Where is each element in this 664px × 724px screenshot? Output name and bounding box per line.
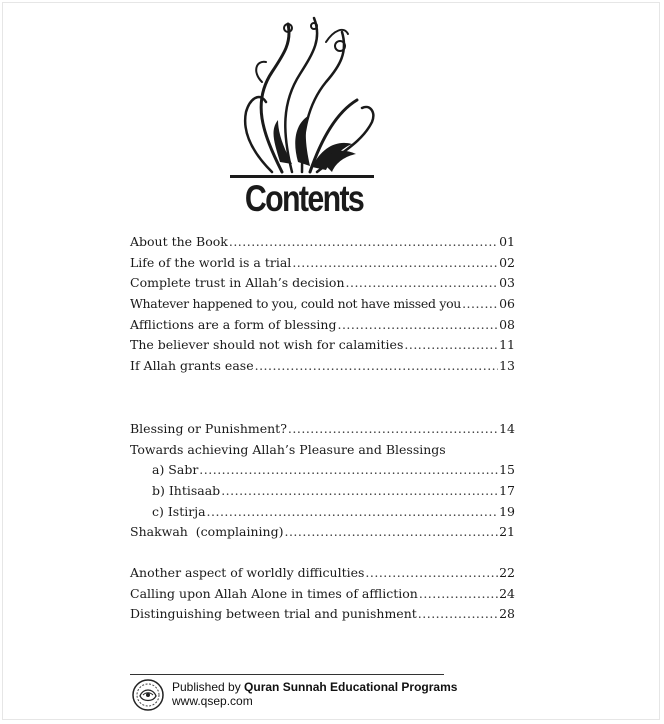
table-of-contents bbox=[130, 232, 515, 625]
leader-dots bbox=[221, 481, 498, 502]
toc-entry-page: 06 bbox=[499, 296, 515, 312]
published-by-line bbox=[172, 680, 457, 694]
toc-entry-label: Shakwah (complaining) bbox=[130, 524, 284, 540]
toc-entry[interactable] bbox=[130, 419, 515, 440]
publisher-logo-icon bbox=[131, 678, 165, 712]
publisher-name: Quran Sunnah Educational Programs bbox=[244, 680, 458, 694]
toc-subentry[interactable] bbox=[130, 502, 515, 523]
toc-entry-page: 03 bbox=[499, 275, 515, 291]
toc-entry-label: Calling upon Allah Alone in times of affliction bbox=[130, 585, 418, 601]
toc-entry-label: If Allah grants ease bbox=[130, 358, 254, 374]
toc-entry-page: 28 bbox=[499, 606, 515, 622]
leader-dots bbox=[404, 335, 498, 356]
leader-dots bbox=[207, 502, 499, 523]
floral-ornament-icon bbox=[222, 12, 382, 184]
toc-entry-label: Afflictions are a form of blessing bbox=[130, 316, 337, 332]
toc-entry[interactable] bbox=[130, 253, 515, 274]
leader-dots bbox=[337, 315, 498, 336]
leader-dots bbox=[229, 232, 498, 253]
leader-dots bbox=[346, 273, 499, 294]
toc-subentry[interactable] bbox=[130, 481, 515, 502]
toc-entry-page: 15 bbox=[499, 462, 515, 478]
toc-subentry[interactable] bbox=[130, 460, 515, 481]
toc-entry-page: 02 bbox=[499, 254, 515, 270]
leader-dots bbox=[365, 563, 498, 584]
toc-entry[interactable] bbox=[130, 232, 515, 253]
toc-entry[interactable] bbox=[130, 356, 515, 377]
toc-entry-page: 14 bbox=[499, 420, 515, 436]
toc-entry-label: Distinguishing between trial and punishment bbox=[130, 606, 417, 622]
leader-dots bbox=[418, 604, 498, 625]
leader-dots bbox=[199, 460, 498, 481]
toc-entry-page: 01 bbox=[499, 234, 515, 249]
toc-entry-label: Whatever happened to you, could not have missed you bbox=[130, 296, 462, 312]
toc-entry-page: 19 bbox=[499, 503, 515, 519]
toc-entry[interactable] bbox=[130, 335, 515, 356]
footer-divider bbox=[130, 674, 444, 675]
toc-entry-page: 17 bbox=[499, 482, 515, 498]
toc-entry-page: 21 bbox=[499, 524, 515, 540]
toc-entry-label: Complete trust in Allah’s decision bbox=[130, 275, 345, 291]
toc-entry[interactable] bbox=[130, 604, 515, 625]
toc-entry-page: 13 bbox=[499, 358, 515, 374]
leader-dots bbox=[419, 584, 498, 605]
toc-entry-label: The believer should not wish for calamities bbox=[130, 337, 404, 353]
toc-entry[interactable] bbox=[130, 315, 515, 336]
toc-entry-page: 11 bbox=[499, 337, 515, 353]
toc-entry-page: 08 bbox=[499, 316, 515, 332]
leader-dots bbox=[292, 253, 498, 274]
toc-section-heading: Towards achieving Allah’s Pleasure and Blessings bbox=[130, 441, 446, 457]
leader-dots bbox=[284, 522, 498, 543]
toc-entry-label: Another aspect of worldly difficulties bbox=[130, 564, 365, 580]
footer-publisher-info bbox=[172, 680, 457, 708]
toc-entry[interactable] bbox=[130, 563, 515, 584]
page-title: Contents bbox=[244, 178, 364, 219]
leader-dots bbox=[255, 356, 499, 377]
toc-entry[interactable] bbox=[130, 294, 515, 315]
toc-entry-label: Life of the world is a trial bbox=[130, 254, 292, 270]
toc-entry-label: Blessing or Punishment? bbox=[130, 420, 287, 436]
toc-entry-label: a) Sabr bbox=[152, 462, 199, 478]
toc-entry-page: 22 bbox=[499, 564, 515, 580]
toc-entry-page: 24 bbox=[499, 585, 515, 601]
toc-entry-label: c) Istirja bbox=[152, 503, 206, 519]
toc-entry[interactable] bbox=[130, 273, 515, 294]
toc-entry[interactable] bbox=[130, 584, 515, 605]
published-by-prefix: Published by bbox=[172, 680, 245, 694]
publisher-website-link[interactable]: www.qsep.com bbox=[172, 694, 253, 708]
toc-entry[interactable] bbox=[130, 522, 515, 543]
leader-dots bbox=[462, 294, 498, 315]
toc-entry-label: About the Book bbox=[130, 234, 228, 249]
leader-dots bbox=[288, 419, 498, 440]
toc-entry-label: b) Ihtisaab bbox=[152, 482, 221, 498]
